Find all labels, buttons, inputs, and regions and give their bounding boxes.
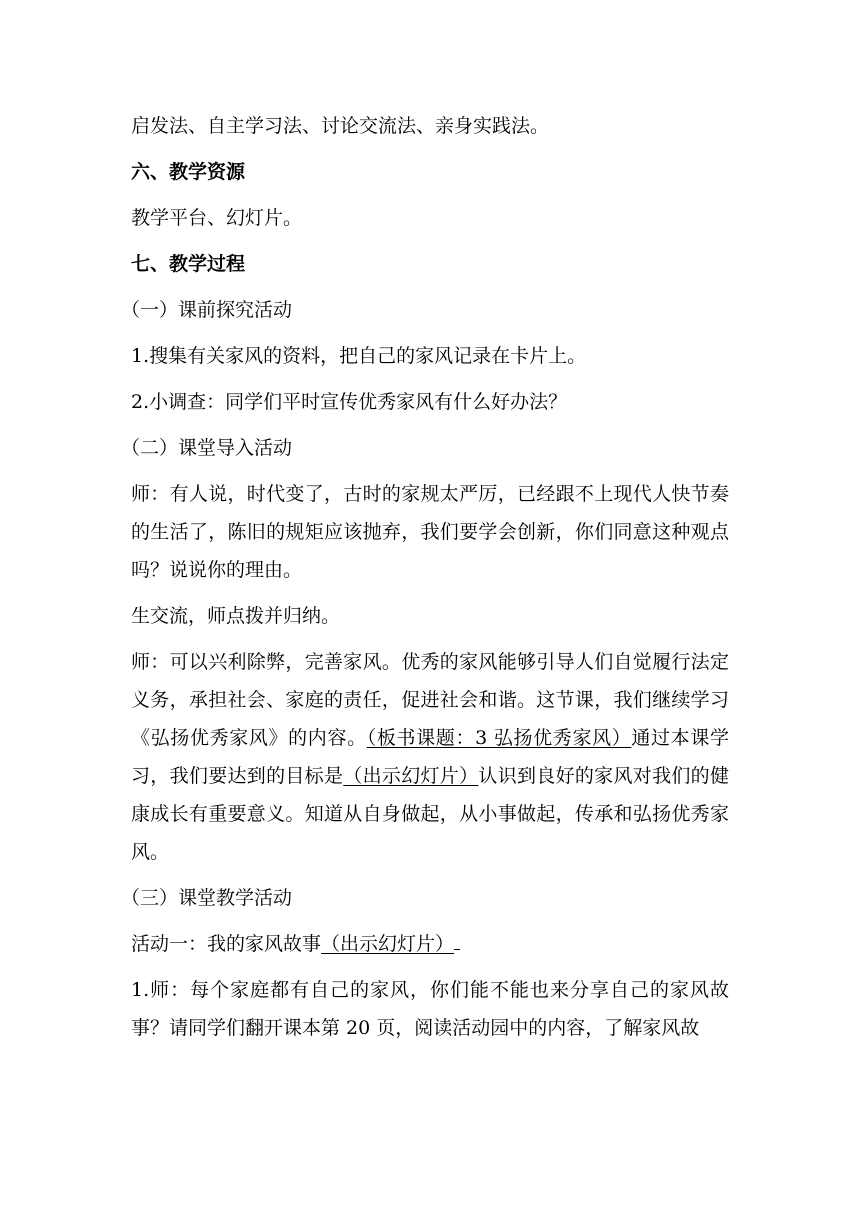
section-heading-process: 七、教学过程 bbox=[131, 253, 246, 275]
underline-trail bbox=[454, 927, 460, 950]
subsection-heading-introduction: （二）课堂导入活动 bbox=[121, 437, 293, 459]
document-body bbox=[121, 107, 729, 1055]
activity-label: 活动一：我的家风故事 bbox=[131, 933, 322, 955]
activity-instruction-paragraph: 1.师：每个家庭都有自己的家风，你们能不能也来分享自己的家风故事？请同学们翻开课本第 20 页，阅读活动园中的内容，了解家风故 bbox=[131, 979, 729, 1039]
board-title-note: （板书课题：3 弘扬优秀家风） bbox=[366, 727, 632, 749]
teaching-resources-text: 教学平台、幻灯片。 bbox=[131, 207, 303, 229]
slide-note: （出示幻灯片） bbox=[343, 765, 479, 787]
student-exchange-text: 生交流，师点拨并归纳。 bbox=[131, 605, 341, 627]
teaching-methods-text: 启发法、自主学习法、讨论交流法、亲身实践法。 bbox=[131, 115, 550, 137]
list-item: 1.搜集有关家风的资料，把自己的家风记录在卡片上。 bbox=[131, 345, 587, 367]
teacher-summary-text: 通过本课学习，我们要达到的目标是 bbox=[131, 727, 729, 787]
slide-note: （出示幻灯片） bbox=[321, 933, 455, 955]
subsection-heading-classroom-activities: （三）课堂教学活动 bbox=[121, 887, 293, 909]
subsection-heading-pre-class: （一）课前探究活动 bbox=[121, 299, 293, 321]
teacher-summary-text: 认识到良好的家风对我们的健康成长有重要意义。知道从自身做起，从小事做起，传承和弘扬优秀家风。 bbox=[131, 765, 729, 863]
list-item: 2.小调查：同学们平时宣传优秀家风有什么好办法？ bbox=[131, 391, 568, 413]
activity-heading bbox=[131, 925, 729, 963]
section-heading-resources: 六、教学资源 bbox=[131, 161, 246, 183]
teacher-question-paragraph: 师：有人说，时代变了，古时的家规太严厉，已经跟不上现代人快节奏的生活了，陈旧的规矩应该抛弃，我们要学会创新，你们同意这种观点吗？说说你的理由。 bbox=[131, 483, 729, 581]
teacher-summary-text: 师：可以兴利除弊，完善家风。优秀的家风能够引导人们自觉履行法定义务，承担社会、家庭的责任，促进社会和谐。这节课，我们继续学习《弘扬优秀家风》的内容。 bbox=[131, 651, 729, 749]
teacher-summary-paragraph bbox=[131, 643, 729, 871]
